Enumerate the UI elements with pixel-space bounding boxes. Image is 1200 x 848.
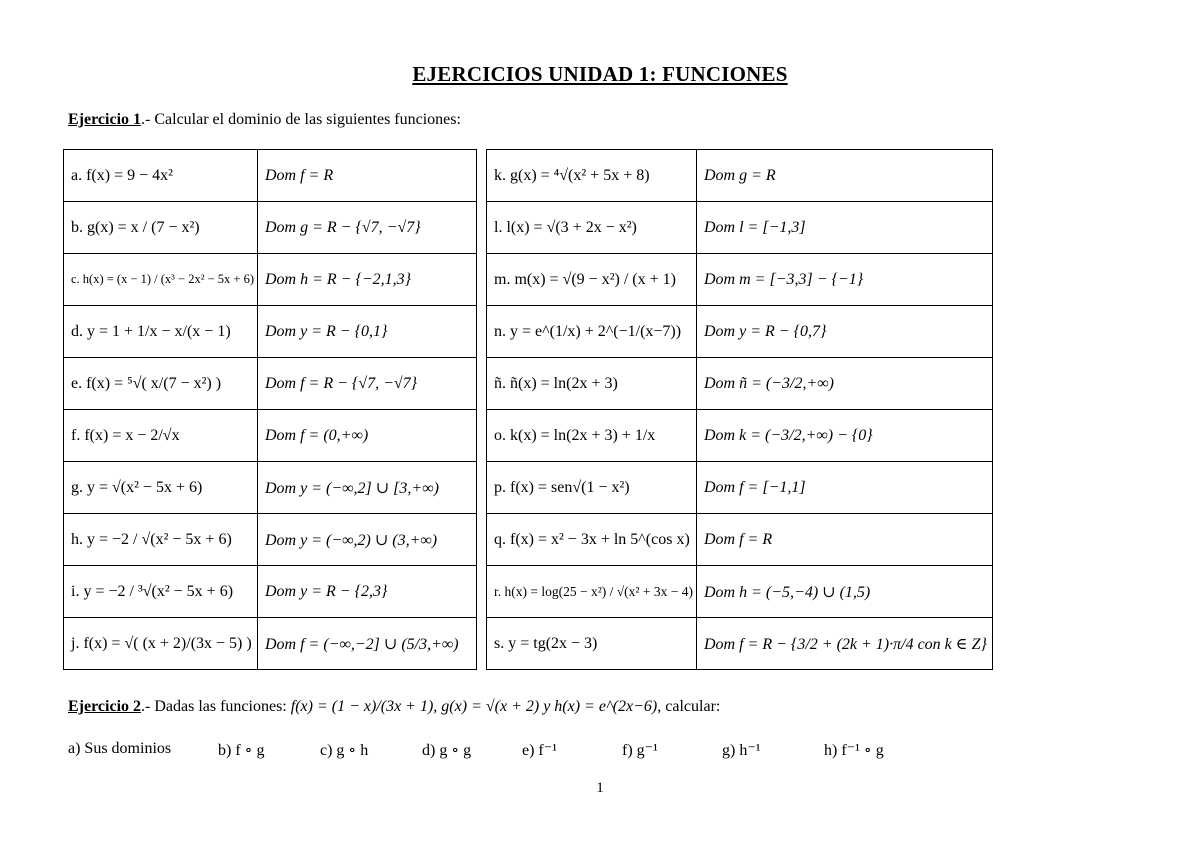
exercise-2-part: g) h⁻¹ (722, 742, 761, 759)
exercise-2-part: c) g ∘ h (320, 742, 369, 759)
exercise-2-functions: f(x) = (1 − x)/(3x + 1), g(x) = √(x + 2) y h(x) = e^(2x−6) (290, 698, 658, 715)
exercise-2-heading (68, 698, 720, 716)
domain-cell: Dom f = R − {3/2 + (2k + 1)·π/4 con k ∈ Z} (697, 618, 993, 670)
function-cell: c. h(x) = (x − 1) / (x³ − 2x² − 5x + 6) (64, 254, 258, 306)
table-row (487, 150, 993, 202)
table-row (64, 618, 477, 670)
exercise-1-text: .- Calcular el dominio de las siguientes funciones: (141, 111, 461, 128)
function-cell: r. h(x) = log(25 − x²) / √(x² + 3x − 4) (487, 566, 697, 618)
exercise-2-label: Ejercicio 2 (68, 698, 142, 715)
table-row (487, 410, 993, 462)
domain-cell: Dom g = R − {√7, −√7} (258, 202, 477, 254)
exercise-2-text: .- Dadas las funciones: (141, 698, 287, 715)
domain-cell: Dom f = [−1,1] (697, 462, 993, 514)
domain-cell: Dom f = R (258, 150, 477, 202)
function-cell: s. y = tg(2x − 3) (487, 618, 697, 670)
table-row (487, 618, 993, 670)
function-cell: a. f(x) = 9 − 4x² (64, 150, 258, 202)
function-cell: i. y = −2 / ³√(x² − 5x + 6) (64, 566, 258, 618)
function-cell: e. f(x) = ⁵√( x/(7 − x²) ) (64, 358, 258, 410)
function-cell: j. f(x) = √( (x + 2)/(3x − 5) ) (64, 618, 258, 670)
exercise-2-tail: , calcular: (657, 698, 721, 715)
table-row (487, 254, 993, 306)
exercise-2-part: d) g ∘ g (422, 742, 472, 759)
table-row (487, 514, 993, 566)
function-cell: g. y = √(x² − 5x + 6) (64, 462, 258, 514)
function-cell: p. f(x) = sen√(1 − x²) (487, 462, 697, 514)
table-row (64, 514, 477, 566)
exercise-1-label: Ejercicio 1 (68, 111, 142, 128)
domain-cell: Dom h = (−5,−4) ∪ (1,5) (697, 566, 993, 618)
table-row (64, 462, 477, 514)
domain-cell: Dom y = (−∞,2] ∪ [3,+∞) (258, 462, 477, 514)
domain-cell: Dom y = R − {0,1} (258, 306, 477, 358)
table-row (487, 358, 993, 410)
table-row (487, 566, 993, 618)
table-row (64, 150, 477, 202)
function-cell: d. y = 1 + 1/x − x/(x − 1) (64, 306, 258, 358)
table-row (64, 306, 477, 358)
function-cell: l. l(x) = √(3 + 2x − x²) (487, 202, 697, 254)
function-cell: h. y = −2 / √(x² − 5x + 6) (64, 514, 258, 566)
domain-cell: Dom l = [−1,3] (697, 202, 993, 254)
domain-cell: Dom y = R − {2,3} (258, 566, 477, 618)
table-row (64, 410, 477, 462)
function-cell: n. y = e^(1/x) + 2^(−1/(x−7)) (487, 306, 697, 358)
domain-table-left (63, 149, 477, 670)
domain-cell: Dom ñ = (−3/2,+∞) (697, 358, 993, 410)
exercise-2-part: e) f⁻¹ (522, 742, 557, 759)
function-cell: m. m(x) = √(9 − x²) / (x + 1) (487, 254, 697, 306)
domain-cell: Dom f = (0,+∞) (258, 410, 477, 462)
function-cell: b. g(x) = x / (7 − x²) (64, 202, 258, 254)
domain-cell: Dom y = R − {0,7} (697, 306, 993, 358)
table-row (64, 202, 477, 254)
exercise-1-heading (68, 111, 461, 129)
function-cell: f. f(x) = x − 2/√x (64, 410, 258, 462)
exercise-2-part: f) g⁻¹ (622, 742, 658, 759)
exercise-2-part: a) Sus dominios (68, 740, 172, 757)
function-cell: q. f(x) = x² − 3x + ln 5^(cos x) (487, 514, 697, 566)
table-row (64, 358, 477, 410)
table-row (487, 202, 993, 254)
domain-cell: Dom h = R − {−2,1,3} (258, 254, 477, 306)
table-row (64, 566, 477, 618)
table-row (64, 254, 477, 306)
page-number: 1 (596, 780, 604, 796)
page-title: EJERCICIOS UNIDAD 1: FUNCIONES (412, 62, 788, 86)
table-row (487, 462, 993, 514)
function-cell: k. g(x) = ⁴√(x² + 5x + 8) (487, 150, 697, 202)
domain-cell: Dom m = [−3,3] − {−1} (697, 254, 993, 306)
function-cell: ñ. ñ(x) = ln(2x + 3) (487, 358, 697, 410)
domain-cell: Dom k = (−3/2,+∞) − {0} (697, 410, 993, 462)
function-cell: o. k(x) = ln(2x + 3) + 1/x (487, 410, 697, 462)
exercise-2-part: h) f⁻¹ ∘ g (824, 742, 884, 759)
exercise-2-part: b) f ∘ g (218, 742, 265, 759)
domain-cell: Dom g = R (697, 150, 993, 202)
domain-cell: Dom f = R (697, 514, 993, 566)
table-row (487, 306, 993, 358)
domain-cell: Dom f = R − {√7, −√7} (258, 358, 477, 410)
domain-table-right (486, 149, 993, 670)
domain-cell: Dom y = (−∞,2) ∪ (3,+∞) (258, 514, 477, 566)
domain-cell: Dom f = (−∞,−2] ∪ (5/3,+∞) (258, 618, 477, 670)
